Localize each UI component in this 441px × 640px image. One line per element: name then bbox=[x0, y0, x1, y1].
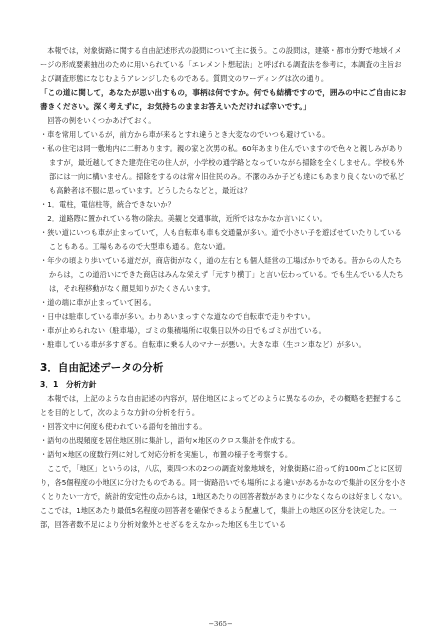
section-heading: 3．自由記述データの分析 bbox=[40, 362, 164, 374]
example-item: ・車が止められない（駐車場），ゴミの集積場所に収集日以外の日でもゴミが出ている。 bbox=[40, 326, 326, 335]
example-item: ・車を常用しているが，前方から車が来るとすれ違うとき大変なのでいつも避けている。 bbox=[40, 130, 330, 139]
question-quote: 「この道に関して，あなたが思い出すもの，事柄は何ですか。何でも結構ですので，囲みの中にご自由にお書きください。深く考えずに，お気持ちのままお答えいただければ幸いです。」 bbox=[40, 88, 407, 111]
example-item: 2．道路際に置かれている物の除去。美観と交通事故，近所ではなかなか言いにくい。 bbox=[40, 214, 327, 223]
analysis-step: ・回答文中に何度も使われている語句を抽出する。 bbox=[40, 422, 207, 431]
example-item: ・日中は駐車している車が多い。わりあいまっすぐな道なので自転車で走りやすい。 bbox=[40, 312, 316, 321]
intro-after: 回答の例をいくつかあげておく。 bbox=[47, 116, 156, 125]
example-item: ・私の住宅は同一敷地内に二軒あります。親の家と次男の私。60年あまり住んでいますので色々と親しみがありますが，最近越してきた建売住宅の住人が，小学校の通学路となっていながら掃除を全くしません。学校も外部には一向に構いません。掃除をするのは常々旧住民のみ。不潔のみか子ども達にもあまり良くないので私ども高齢者は不服に思っています。どうしたらなどと，最近は？ bbox=[40, 144, 405, 195]
examples-list bbox=[40, 128, 407, 352]
example-item: ・狭い道にいつも車が止まっていて，人も自転車も車も交通量が多い。道で小さい子を遊ばせていたりしていることもある。工場もあるので大型車も通る。危ない道。 bbox=[40, 228, 402, 251]
intro-paragraph: 本報では，対象街路に関する自由記述形式の設問について主に扱う。この設問は，建築・都市分野で地域イメージの形成要素抽出のために用いられている「エレメント想起法」と呼ばれる調査法を参考に，本調査の主旨および調査形態になじむようアレンジしたものである。質問文のワーディングは次の通り。 bbox=[40, 46, 402, 83]
section-closing: ここで，「地区」というのは，八広，東四つ木の2つの調査対象地域を，対象街路に沿って約100mごとに区切り，各5個程度の小地区に分けたものである。同一街路沿いでも場所による違いがあるかなので集計の区分を小さくとりたい一方で，統計的安定性の点からは，1地区あたりの回答者数があまりに少なくならのは好ましくない。ここでは，1地区あたり最低5名程度の回答者を確保できるよう配慮して，集計上の地区の区分を決定した。一部，回答者数不足により分析対象外とせざるをえなかった地区も生じている bbox=[40, 464, 407, 529]
example-item: ・駐車している車が多すぎる。自転車に乗る人のマナーが悪い。大きな車（生コン車など）が多い。 bbox=[40, 340, 366, 349]
example-item: ・1．電柱，電信柱等，統合できないか？ bbox=[40, 200, 175, 209]
section-intro: 本報では，上記のような自由記述の内容が，居住地区によってどのように異なるのか，その概略を把握することを目的として，次のような方針の分析を行う。 bbox=[40, 394, 402, 417]
example-item: ・年少の頃より歩いている道だが，商店街がなく，道の左右とも個人経営の工場ばかりである。昔からの人たちからは，この道沿いにできた商店はみんな栄えず「元すり横丁」と言い伝わっている。でも生んでいる人たちは，それ程移動がなく顔見知りがたくさんいます。 bbox=[40, 256, 404, 293]
example-item: ・道の端に車が止まっていて困る。 bbox=[40, 298, 156, 307]
analysis-step: ・語句の出現頻度を居住地区別に集計し，語句×地区のクロス集計を作成する。 bbox=[40, 436, 300, 445]
subsection-heading: 3．1 分析方針 bbox=[40, 380, 97, 389]
analysis-step: ・語句×地区の度数行列に対して対応分析を実施し，布置の様子を考察する。 bbox=[40, 450, 293, 459]
page-number: −365− bbox=[208, 620, 233, 628]
